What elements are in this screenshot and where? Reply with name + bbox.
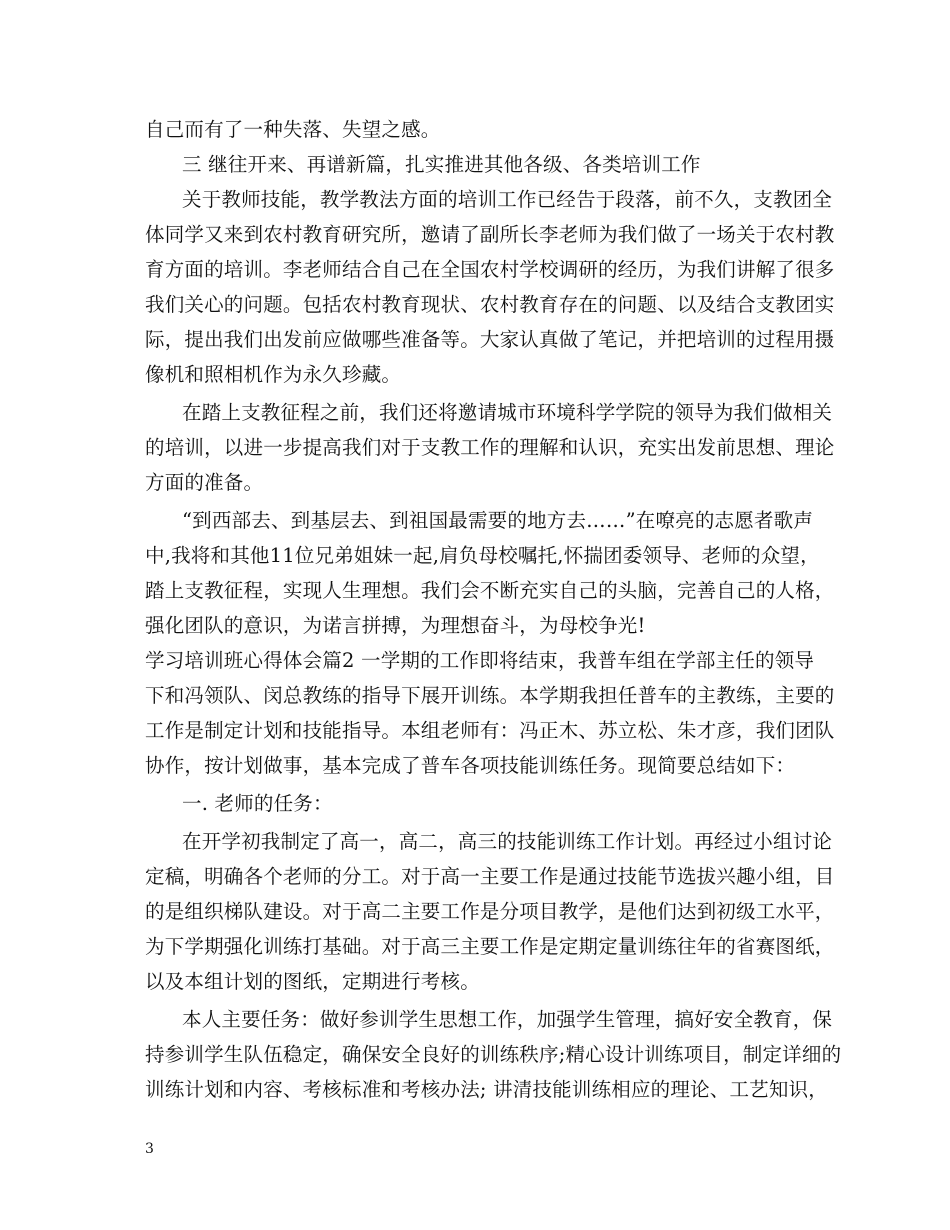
- text-line: 下和冯领队、闵总教练的指导下展开训练。本学期我担任普车的主教练，主要的: [145, 684, 835, 707]
- text-line: 际，提出我们出发前应做哪些准备等。大家认真做了笔记，并把培训的过程用摄: [145, 328, 835, 351]
- text-line: “到西部去、到基层去、到祖国最需要的地方去……”在嘹亮的志愿者歌声: [182, 509, 814, 532]
- subheading: 一. 老师的任务：: [182, 792, 333, 815]
- text-line: 持参训学生队伍稳定，确保安全良好的训练秩序;精心设计训练项目，制定详细的: [145, 1043, 842, 1066]
- text-line: 育方面的培训。李老师结合自己在全国农村学校调研的经历，为我们讲解了很多: [145, 258, 835, 281]
- page-number: 3: [145, 1141, 154, 1157]
- text-line: 方面的准备。: [145, 471, 264, 494]
- text-line: 本人主要任务：做好参训学生思想工作，加强学生管理，搞好安全教育，保: [182, 1008, 833, 1031]
- text-line: 中,我将和其他11位兄弟姐妹一起,肩负母校嘱托,怀揣团委领导、老师的众望，: [145, 544, 820, 567]
- text-line: 在开学初我制定了高一，高二，高三的技能训练工作计划。再经过小组讨论: [182, 830, 833, 853]
- text-line: 强化团队的意识，为诺言拼搏，为理想奋斗，为母校争光!: [145, 614, 646, 637]
- text-line: 定稿，明确各个老师的分工。对于高一主要工作是通过技能节选拔兴趣小组，目: [145, 865, 835, 888]
- section-heading: 学习培训班心得体会篇2 一学期的工作即将结束，我普车组在学部主任的领导: [145, 649, 815, 672]
- text-line: 关于教师技能，教学教法方面的培训工作已经告于段落，前不久，支教团全: [182, 188, 833, 211]
- text-line: 的是组织梯队建设。对于高二主要工作是分项目教学，是他们达到初级工水平，: [145, 900, 835, 923]
- text-line: 为下学期强化训练打基础。对于高三主要工作是定期定量训练往年的省赛图纸，: [145, 935, 835, 958]
- text-line: 踏上支教征程，实现人生理想。我们会不断充实自己的头脑，完善自己的人格，: [145, 579, 835, 602]
- text-line: 我们关心的问题。包括农村教育现状、农村教育存在的问题、以及结合支教团实: [145, 293, 835, 316]
- text-line: 体同学又来到农村教育研究所，邀请了副所长李老师为我们做了一场关于农村教: [145, 223, 835, 246]
- text-line: 训练计划和内容、考核标准和考核办法; 讲清技能训练相应的理论、工艺知识，: [145, 1078, 828, 1101]
- text-line: 的培训，以进一步提高我们对于支教工作的理解和认识，充实出发前思想、理论: [145, 436, 835, 459]
- section-heading: 三 继往开来、再谱新篇，扎实推进其他各级、各类培训工作: [182, 153, 701, 176]
- text-line: 像机和照相机作为永久珍藏。: [145, 363, 402, 386]
- text-line: 以及本组计划的图纸，定期进行考核。: [145, 970, 480, 993]
- text-line: 在踏上支教征程之前，我们还将邀请城市环境科学学院的领导为我们做相关: [182, 401, 833, 424]
- text-line: 协作，按计划做事，基本完成了普车各项技能训练任务。现简要总结如下：: [145, 754, 796, 777]
- text-line: 自己而有了一种失落、失望之感。: [145, 118, 441, 141]
- text-line: 工作是制定计划和技能指导。本组老师有：冯正木、苏立松、朱才彦，我们团队: [145, 719, 835, 742]
